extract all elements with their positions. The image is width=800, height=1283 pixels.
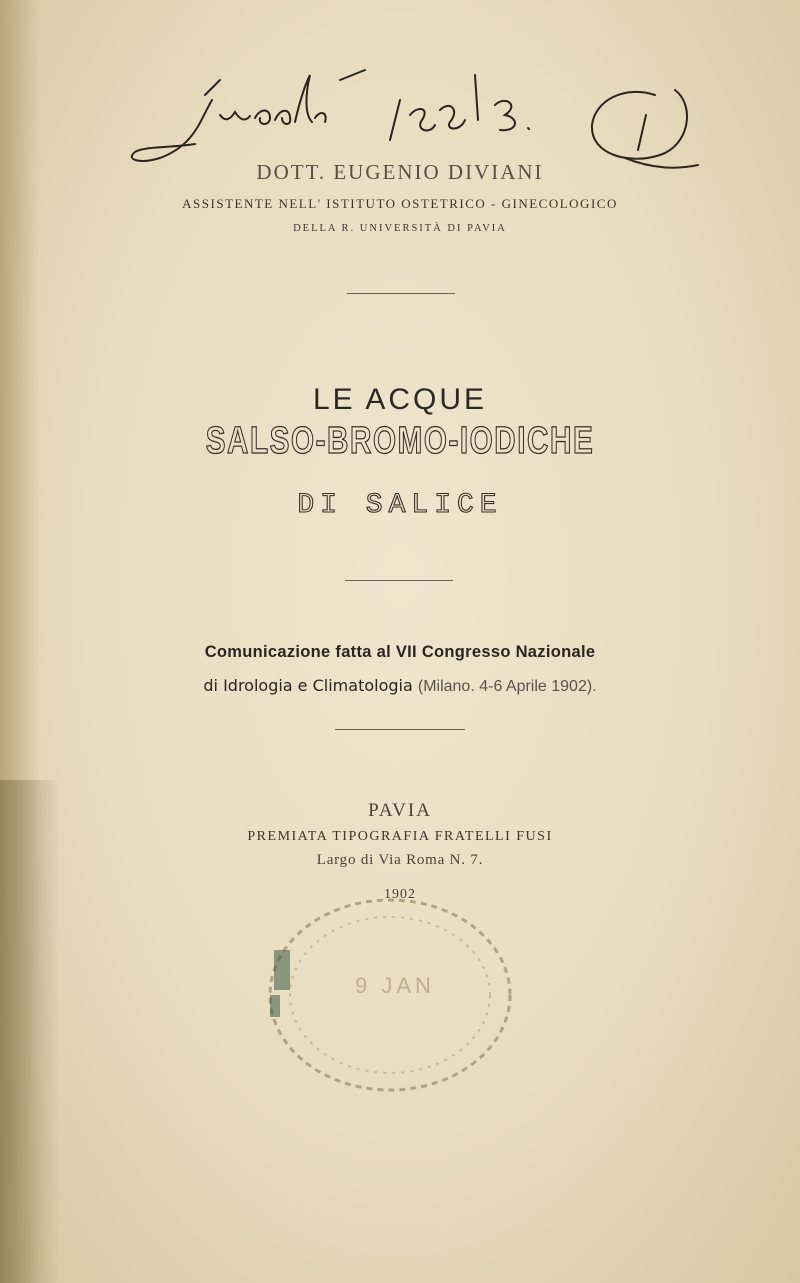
title-line-2: SALSO-BROMO-IODICHE bbox=[205, 420, 595, 462]
stamp-date: 9 JAN bbox=[355, 973, 435, 998]
divider-rule bbox=[347, 293, 455, 294]
divider-rule bbox=[335, 729, 465, 730]
imprint-printer: PREMIATA TIPOGRAFIA FRATELLI FUSI bbox=[247, 829, 553, 844]
imprint-address: Largo di Via Roma N. 7. bbox=[316, 852, 484, 868]
imprint-city: PAVIA bbox=[368, 800, 432, 821]
stamp-mark bbox=[250, 895, 540, 1115]
communication-line-1: Comunicazione fatta al VII Congresso Nazionale bbox=[204, 643, 596, 661]
communication-line-2-date: (Milano. 4-6 Aprile 1902). bbox=[417, 678, 597, 695]
title-line-1: LE ACQUE bbox=[312, 383, 488, 416]
imprint-year: 1902 bbox=[384, 887, 416, 902]
author-institution: DELLA R. UNIVERSITÀ DI PAVIA bbox=[293, 223, 507, 234]
author-position: ASSISTENTE NELL' ISTITUTO OSTETRICO - GINECOLOGICO bbox=[182, 196, 618, 211]
author-name: DOTT. EUGENIO DIVIANI bbox=[256, 160, 544, 184]
divider-rule bbox=[345, 580, 453, 581]
communication-line-2 bbox=[0, 676, 800, 696]
communication-line-2-main: di Idrologia e Climatologia bbox=[203, 676, 413, 695]
library-stamp bbox=[250, 895, 540, 1115]
title-line-3: DI SALICE bbox=[297, 490, 503, 521]
